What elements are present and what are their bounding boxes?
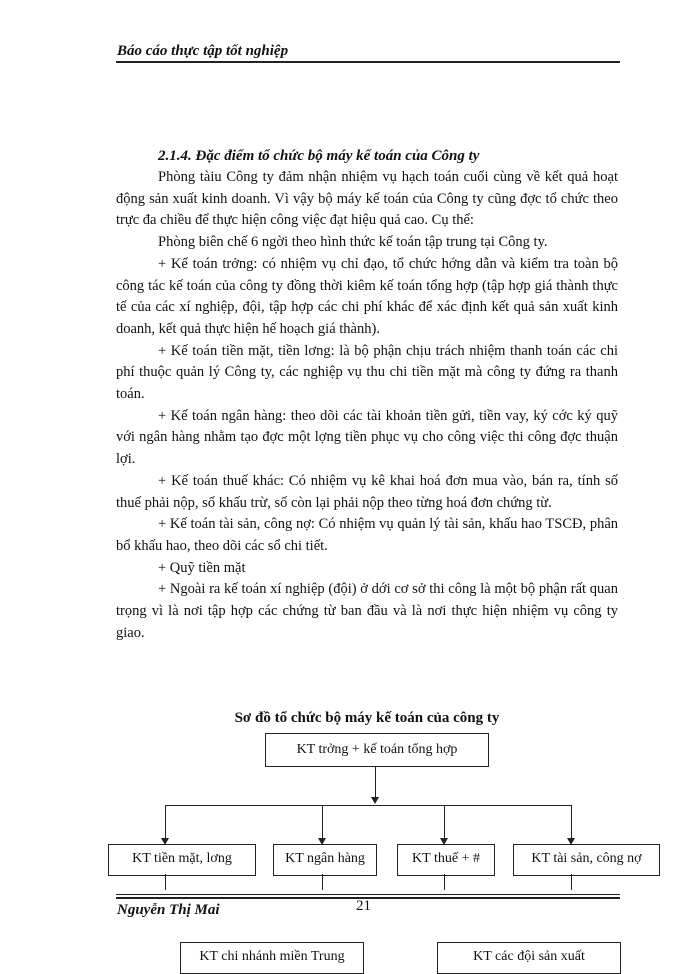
connector-line [165, 805, 166, 841]
org-node-tax: KT thuế + # [397, 844, 495, 876]
header-rule-thick [116, 61, 620, 63]
connector-line [444, 874, 445, 890]
paragraph: Phòng tàiu Công ty đảm nhận nhiệm vụ hạch toán cuối cùng về kết quả hoạt động sản xuất kinh doanh. Vì vậy bộ máy kế toán của Công ty cũng đợc tổ chức theo trực đa chiều để thực hiện công việc đạt hiệu quả cao. Cụ thể: [116, 169, 618, 229]
connector-line [322, 805, 323, 841]
footer-rule-thin [116, 894, 620, 895]
report-title: Báo cáo thực tập tốt nghiệp [117, 43, 289, 59]
arrow-head [371, 797, 379, 804]
author-name: Nguyễn Thị Mai [117, 902, 220, 918]
connector-line [571, 805, 572, 841]
connector-line [375, 766, 376, 800]
org-node-production-teams: KT các đội sản xuất [437, 942, 621, 974]
paragraph: + Kế toán tài sản, công nợ: Có nhiệm vụ quản lý tài sản, khấu hao TSCĐ, phân bổ khấu hao, theo dõi các sổ chi tiết. [116, 516, 618, 554]
org-node-chief-accountant: KT trởng + kế toán tổng hợp [265, 733, 489, 767]
connector-line [322, 874, 323, 890]
org-node-central-branch: KT chi nhánh miền Trung [180, 942, 364, 974]
org-node-assets-debt: KT tài sản, công nợ [513, 844, 660, 876]
connector-line [571, 874, 572, 890]
page-number: 21 [356, 898, 371, 914]
section-heading: 2.1.4. Đặc điểm tổ chức bộ máy kế toán của Công ty [158, 148, 480, 164]
paragraph: + Kế toán tiền mặt, tiền lơng: là bộ phận chịu trách nhiệm thanh toán các chi phí thuộc quản lý Công ty, các nghiệp vụ thu chi tiền mặt mà công ty đứng ra thanh toán. [116, 342, 618, 403]
connector-line [444, 805, 445, 841]
paragraph: + Kế toán ngân hàng: theo dõi các tài khoản tiền gửi, tiền vay, ký cớc ký quỹ với ngân hàng nhằm tạo đợc một lợng tiền phục vụ cho công việc thi công đợc thuận lợi. [116, 407, 618, 468]
org-node-bank: KT ngân hàng [273, 844, 377, 876]
org-node-cash-payroll: KT tiền mặt, lơng [108, 844, 256, 876]
connector-line [165, 874, 166, 890]
paragraph: + Kế toán trởng: có nhiệm vụ chỉ đạo, tổ chức hớng dẫn và kiểm tra toàn bộ công tác kế toán của công ty đồng thời kiêm kế toán tổng hợp (tập hợp giá thành thực tế của các xí nghiệp, đội, tập hợp các chi phí khác để xác định kết quả sản xuất kinh doanh, kết quả thực hiện hế hoạch giá thành). [116, 255, 618, 337]
connector-line [165, 805, 571, 806]
body-text [116, 167, 618, 644]
org-chart-title: Sơ đồ tổ chức bộ máy kế toán của công ty [234, 710, 500, 726]
paragraph: + Quỹ tiền mặt [158, 559, 246, 576]
paragraph: + Kế toán thuế khác: Có nhiệm vụ kê khai hoá đơn mua vào, bán ra, tính số thuế phải nộp, số khấu trừ, số còn lại phải nộp theo từng hoá đơn chứng từ. [116, 472, 618, 511]
paragraph: Phòng biên chế 6 ngời theo hình thức kế toán tập trung tại Công ty. [158, 234, 548, 251]
paragraph: + Ngoài ra kế toán xí nghiệp (đội) ở dới cơ sở thi công là một bộ phận rất quan trọng vì là nơi tập hợp các chứng từ ban đầu và là nơi thực hiện nhiệm vụ công ty giao. [116, 581, 618, 641]
